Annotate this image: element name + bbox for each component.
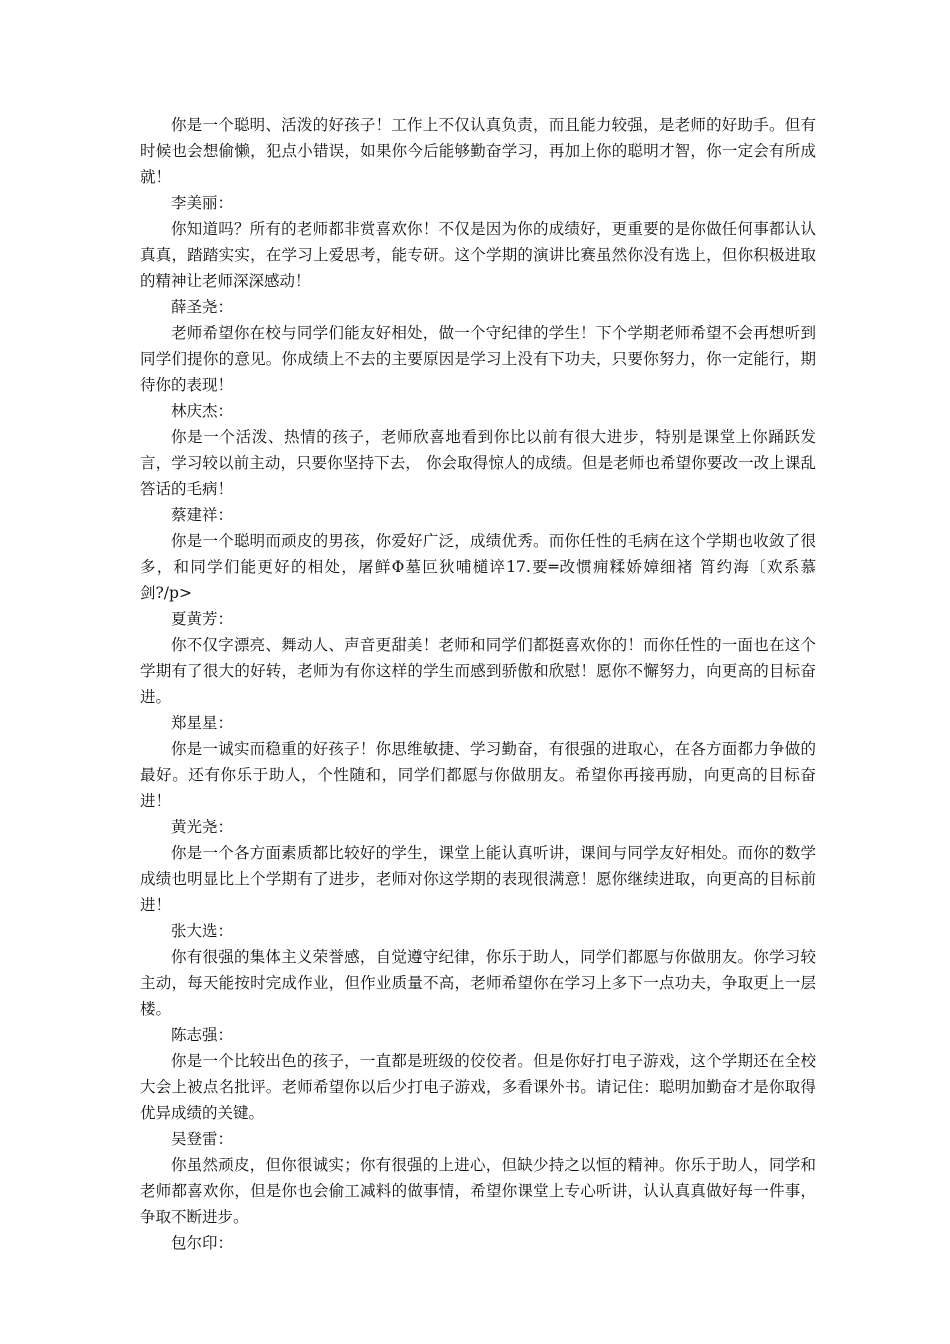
student-name: 李美丽：	[171, 194, 234, 212]
comment-paragraph: 你是一个活泼、热情的孩子，老师欣喜地看到你比以前有很大进步，特别是课堂上你踊跃发言，学习较以前主动，只要你坚持下去， 你会取得惊人的成绩。但是老师也希望你要改一改上课乱答话的毛病！	[140, 428, 816, 498]
comment-paragraph: 你是一诚实而稳重的好孩子！你思维敏捷、学习勤奋，有很强的进取心，在各方面都力争做的最好。还有你乐于助人，个性随和，同学们都愿与你做朋友。希望你再接再励，向更高的目标奋进！	[140, 740, 816, 810]
student-name: 薛圣尧：	[171, 298, 234, 316]
comment-paragraph: 你虽然顽皮，但你很诚实；你有很强的上进心，但缺少持之以恒的精神。你乐于助人，同学和老师都喜欢你，但是你也会偷工减料的做事情，希望你课堂上专心听讲，认认真真做好每一件事，争取不断进步。	[140, 1156, 816, 1226]
comment-paragraph: 你有很强的集体主义荣誉感，自觉遵守纪律，你乐于助人，同学们都愿与你做朋友。你学习较主动，每天能按时完成作业，但作业质量不高，老师希望你在学习上多下一点功夫，争取更上一层楼。	[140, 948, 816, 1018]
student-name: 蔡建祥：	[171, 506, 234, 524]
comment-paragraph: 老师希望你在校与同学们能友好相处，做一个守纪律的学生！下个学期老师希望不会再想听到同学们提你的意见。你成绩上不去的主要原因是学习上没有下功夫，只要你努力，你一定能行，期待你的表现！	[140, 324, 816, 394]
student-name: 张大选：	[171, 922, 234, 940]
comment-paragraph: 你是一个比较出色的孩子，一直都是班级的佼佼者。但是你好打电子游戏，这个学期还在全校大会上被点名批评。老师希望你以后少打电子游戏，多看课外书。请记住：聪明加勤奋才是你取得优异成绩的关键。	[140, 1052, 816, 1122]
student-name: 林庆杰：	[171, 402, 234, 420]
comment-paragraph: 你是一个聪明、活泼的好孩子！工作上不仅认真负责，而且能力较强，是老师的好助手。但有时候也会想偷懒，犯点小错误，如果你今后能够勤奋学习，再加上你的聪明才智，你一定会有所成就！	[140, 116, 816, 186]
comment-paragraph: 你是一个聪明而顽皮的男孩，你爱好广泛，成绩优秀。而你任性的毛病在这个学期也收敛了很多，和同学们能更好的相处，屠鲜Φ墓叵狄哺檤谇17.要═改惯痈糅娇嫜细褚 筲约海〔欢系慕 剑?/p>	[140, 532, 816, 602]
student-name: 夏黄芳：	[171, 610, 234, 628]
comment-paragraph: 你不仅字漂亮、舞动人、声音更甜美！老师和同学们都挺喜欢你的！而你任性的一面也在这个学期有了很大的好转，老师为有你这样的学生而感到骄傲和欣慰！愿你不懈努力，向更高的目标奋进。	[140, 636, 816, 706]
comment-paragraph: 你是一个各方面素质都比较好的学生，课堂上能认真听讲，课间与同学友好相处。而你的数学成绩也明显比上个学期有了进步，老师对你这学期的表现很满意！愿你继续进取，向更高的目标前进！	[140, 844, 816, 914]
student-name: 黄光尧：	[171, 818, 234, 836]
student-name: 陈志强：	[171, 1026, 234, 1044]
student-name: 郑星星：	[171, 714, 234, 732]
comment-paragraph: 你知道吗？所有的老师都非赏喜欢你！不仅是因为你的成绩好，更重要的是你做任何事都认认真真，踏踏实实，在学习上爱思考，能专研。这个学期的演讲比赛虽然你没有选上，但你积极进取的精神让老师深深感动！	[140, 220, 816, 290]
student-name: 包尔印：	[171, 1234, 234, 1252]
student-name: 吴登雷：	[171, 1130, 234, 1148]
document-body	[140, 112, 816, 1256]
